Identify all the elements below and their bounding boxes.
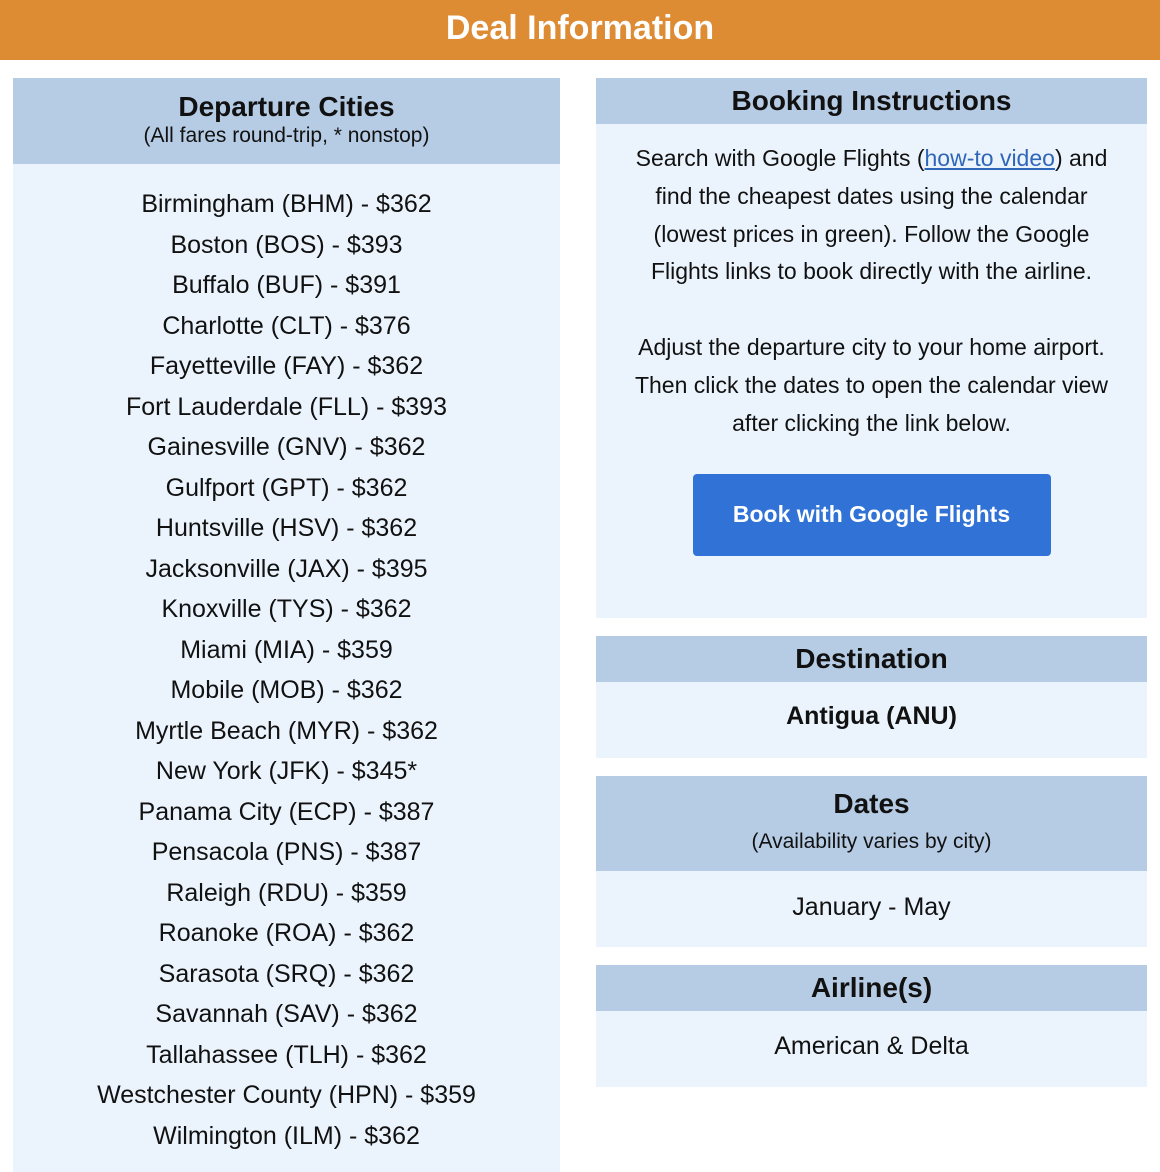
booking-instructions-body — [596, 124, 1147, 443]
city-item: Birmingham (BHM) - $362 — [141, 190, 432, 218]
departure-city-list — [13, 164, 560, 1156]
dates-value: January - May — [792, 893, 951, 921]
city-item: Sarasota (SRQ) - $362 — [158, 959, 415, 988]
dates-subtitle: (Availability varies by city) — [751, 830, 992, 853]
city-item: Boston (BOS) - $393 — [170, 230, 403, 259]
city-item: Tallahassee (TLH) - $362 — [146, 1040, 427, 1069]
departure-cities-subtitle: (All fares round-trip, * nonstop) — [143, 124, 430, 147]
city-item: Buffalo (BUF) - $391 — [172, 271, 401, 299]
city-item: Charlotte (CLT) - $376 — [162, 311, 411, 340]
city-item: Gainesville (GNV) - $362 — [147, 433, 426, 461]
destination-title: Destination — [795, 643, 948, 674]
destination-value: Antigua (ANU) — [786, 702, 957, 730]
city-item: Miami (MIA) - $359 — [180, 635, 393, 664]
booking-paragraph-2: Adjust the departure city to your home airport. Then click the dates to open the calendar view after clicking the link below. — [634, 334, 1109, 436]
city-item: Wilmington (ILM) - $362 — [153, 1121, 420, 1150]
departure-cities-panel — [13, 78, 560, 1172]
booking-instructions-card — [596, 78, 1147, 618]
departure-cities-header — [13, 78, 560, 164]
airlines-card — [596, 965, 1147, 1087]
airlines-value: American & Delta — [774, 1032, 969, 1060]
city-item: Savannah (SAV) - $362 — [155, 1000, 418, 1028]
city-item: Fort Lauderdale (FLL) - $393 — [125, 392, 447, 421]
booking-text-before-link: Search with Google Flights ( — [635, 145, 925, 171]
booking-paragraph-1 — [626, 140, 1117, 291]
destination-header — [596, 636, 1147, 682]
how-to-video-link[interactable]: how-to video — [924, 145, 1055, 171]
page-title: Deal Information — [445, 9, 715, 47]
city-item: Gulfport (GPT) - $362 — [165, 473, 408, 502]
city-item: Huntsville (HSV) - $362 — [155, 514, 418, 542]
city-item: Panama City (ECP) - $387 — [138, 797, 435, 826]
dates-card — [596, 776, 1147, 947]
booking-text-after-link: ) and find the cheapest dates using the calendar (lowest prices in green). Follow the Google Flights links to book directly with the airline. — [650, 145, 1108, 285]
city-item: New York (JFK) - $345* — [155, 757, 418, 785]
city-item: Westchester County (HPN) - $359 — [97, 1081, 476, 1109]
city-item: Pensacola (PNS) - $387 — [151, 838, 422, 866]
dates-header — [596, 776, 1147, 871]
city-item: Raleigh (RDU) - $359 — [166, 878, 407, 907]
city-item: Jacksonville (JAX) - $395 — [145, 554, 428, 583]
book-with-google-flights-button[interactable]: Book with Google Flights — [693, 474, 1051, 556]
booking-instructions-header — [596, 78, 1147, 124]
city-item: Myrtle Beach (MYR) - $362 — [135, 716, 438, 745]
city-item: Mobile (MOB) - $362 — [170, 676, 403, 704]
city-item: Knoxville (TYS) - $362 — [161, 595, 412, 623]
city-item: Fayetteville (FAY) - $362 — [149, 352, 424, 380]
dates-title: Dates — [833, 788, 910, 819]
airlines-title: Airline(s) — [810, 972, 933, 1003]
booking-instructions-title: Booking Instructions — [731, 85, 1012, 116]
airlines-header — [596, 965, 1147, 1011]
destination-card — [596, 636, 1147, 758]
deal-information-banner — [0, 0, 1160, 60]
departure-cities-title: Departure Cities — [178, 91, 395, 122]
city-item: Roanoke (ROA) - $362 — [158, 919, 415, 947]
